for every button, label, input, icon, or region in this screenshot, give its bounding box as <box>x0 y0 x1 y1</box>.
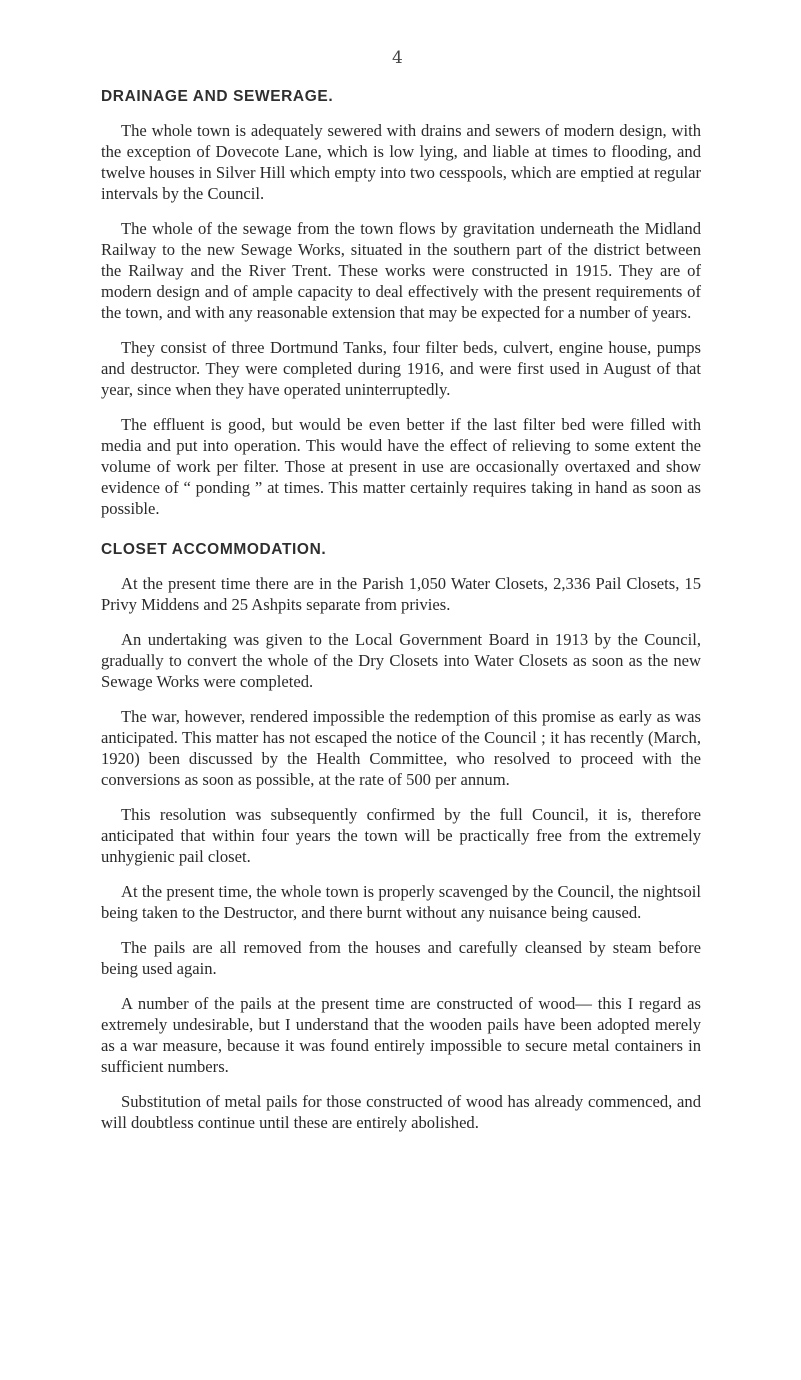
paragraph: Substitution of metal pails for those constructed of wood has already commenced, and will doubtless continue until these are entirely abolished. <box>101 1092 701 1132</box>
document-body <box>101 88 701 1147</box>
paragraph: An undertaking was given to the Local Government Board in 1913 by the Council, gradually to convert the whole of the Dry Closets into Water Closets as soon as the new Sewage Works were completed. <box>101 630 701 691</box>
paragraph: A number of the pails at the present time are constructed of wood— this I regard as extremely undesirable, but I understand that the wooden pails have been adopted merely as a war measure, because it was found entirely impossible to secure metal containers in sufficient numbers. <box>101 994 701 1076</box>
paragraph: They consist of three Dortmund Tanks, four filter beds, culvert, engine house, pumps and destructor. They were completed during 1916, and were first used in August of that year, since when they have operated uninterruptedly. <box>101 338 701 399</box>
section-heading-drainage: DRAINAGE AND SEWERAGE. <box>101 88 334 105</box>
paragraph: The war, however, rendered impossible the redemption of this promise as early as was anticipated. This matter has not escaped the notice of the Council ; it has recently (March, 1920) been discussed by the Health Committee, who resolved to proceed with the conversions as soon as possible, at the rate of 500 per annum. <box>101 707 701 789</box>
paragraph: The pails are all removed from the houses and carefully cleansed by steam before being used again. <box>101 938 701 978</box>
paragraph: At the present time there are in the Parish 1,050 Water Closets, 2,336 Pail Closets, 15 Privy Middens and 25 Ashpits separate from privies. <box>101 574 701 614</box>
section-heading-closet-accommodation: CLOSET ACCOMMODATION. <box>101 541 327 558</box>
paragraph: The effluent is good, but would be even better if the last filter bed were filled with media and put into operation. This would have the effect of relieving to some extent the volume of work per filter. Those at present in use are occasionally overtaxed and show evidence of “ ponding ” at times. This matter certainly requires taking in hand as soon as possible. <box>101 415 701 518</box>
paragraph: The whole of the sewage from the town flows by gravitation underneath the Midland Railway to the new Sewage Works, situated in the southern part of the district between the Railway and the River Trent. These works were constructed in 1915. They are of modern design and of ample capacity to deal effectively with the present requirements of the town, and with any reasonable extension that may be expected for a number of years. <box>101 219 701 322</box>
paragraph: At the present time, the whole town is properly scavenged by the Council, the nightsoil being taken to the Destructor, and there burnt without any nuisance being caused. <box>101 882 701 922</box>
paragraph: The whole town is adequately sewered with drains and sewers of modern design, with the exception of Dovecote Lane, which is low lying, and liable at times to flooding, and twelve houses in Silver Hill which empty into two cesspools, which are emptied at regular intervals by the Council. <box>101 121 701 203</box>
paragraph: This resolution was subsequently confirmed by the full Council, it is, therefore anticipated that within four years the town will be practically free from the extremely unhygienic pail closet. <box>101 805 701 866</box>
page-number: 4 <box>392 48 403 68</box>
